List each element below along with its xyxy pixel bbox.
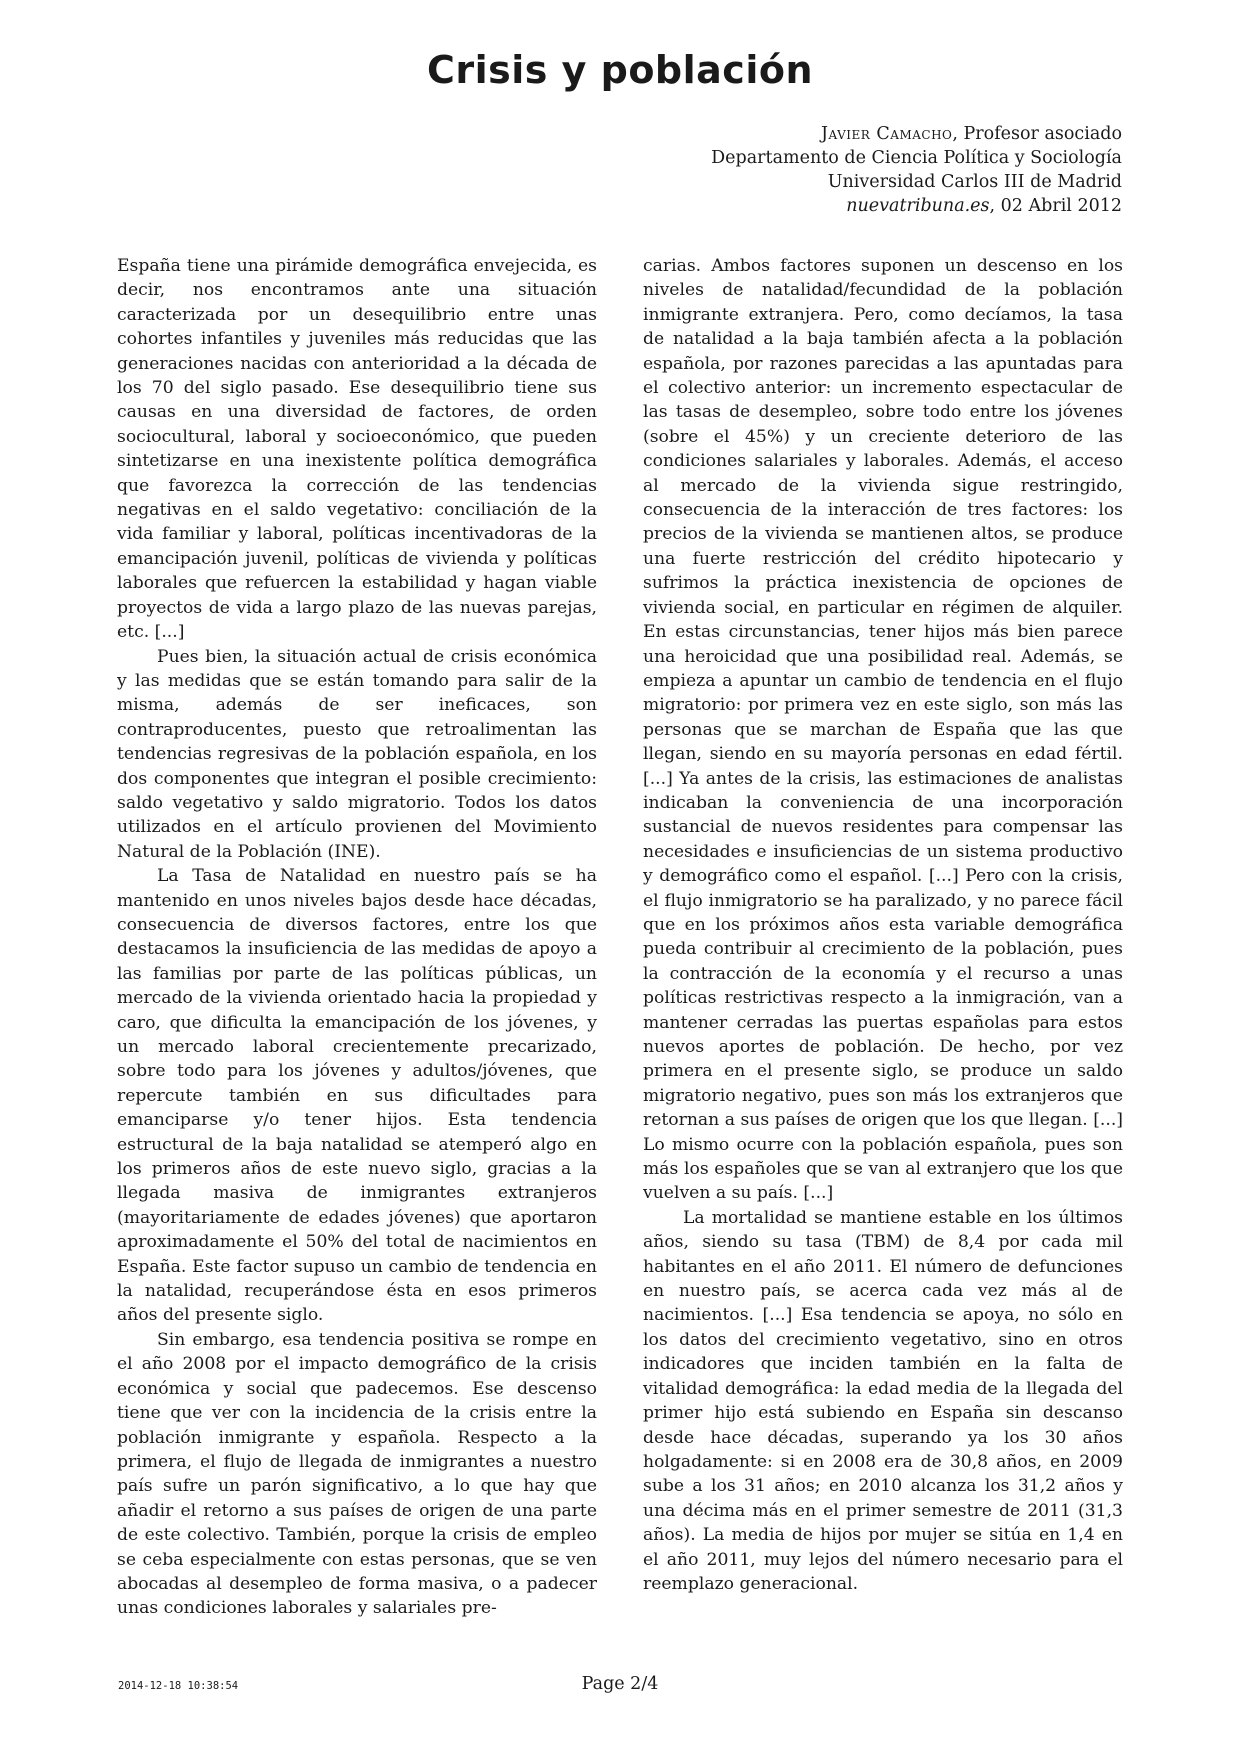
source: nuevatribuna.es: [846, 196, 990, 216]
university: Universidad Carlos III de Madrid: [827, 172, 1122, 192]
paragraph: España tiene una pirámide demográfica envejecida, es decir, nos encontramos ante una situación caracterizada por un desequilibrio entre unas cohortes infantiles y juveniles más reducidas que las generaciones nacidas con anterioridad a la década de los 70 del siglo pasado. Ese desequilibrio tiene sus causas en una diversidad de factores, de orden sociocultural, laboral y socioeconómico, que pueden sintetizarse en una inexistente política demográfica que favorezca la corrección de las tendencias negativas en el saldo vegetativo: conciliación de la vida familiar y laboral, políticas incentivadoras de la emancipación juvenil, políticas de vivienda y políticas laborales que refuercen la estabilidad y hagan viable proyectos de vida a largo plazo de las nuevas parejas, etc. [...]: [117, 256, 597, 643]
paragraph: carias. Ambos factores suponen un descenso en los niveles de natalidad/fecundidad de la población inmigrante extranjera. Pero, como decíamos, la tasa de natalidad a la baja también afecta a la población española, por razones parecidas a las apuntadas para el colectivo anterior: un incremento espectacular de las tasas de desempleo, sobre todo entre los jóvenes (sobre el 45%) y un creciente deterioro de las condiciones salariales y laborales. Además, el acceso al mercado de la vivienda sigue restringido, consecuencia de la interacción de tres factores: los precios de la vivienda se mantienen altos, se produce una fuerte restricción del crédito hipotecario y sufrimos la práctica inexistencia de opciones de vivienda social, en particular en régimen de alquiler. En estas circunstancias, tener hijos más bien parece una heroicidad que una posibilidad real. Además, se empieza a apuntar un cambio de tendencia en el flujo migratorio: por primera vez en este siglo, son más las personas que se marchan de España que las que llegan, siendo en su mayoría personas en edad fértil. [...] Ya antes de la crisis, las estimaciones de analistas indicaban la conveniencia de una incorporación sustancial de nuevos residentes para compensar las necesidades e insuficiencias de un sistema productivo y demográfico como el español. [...] Pero con la crisis, el flujo inmigratorio se ha paralizado, y no parece fácil que en los próximos años esta variable demográfica pueda contribuir al crecimiento de la población, pues la contracción de la economía y el recurso a unas políticas restrictivas respecto a la inmigración, van a mantener cerradas las puertas españolas para estos nuevos aportes de población. De hecho, por vez primera en el presente siglo, se produce un saldo migratorio negativo, pues son más los extranjeros que retornan a sus países de origen que los que llegan. [...] Lo mismo ocurre con la población española, pues son más los españoles que se van al extranjero que los que vuelven a su país. [...]: [643, 256, 1123, 1204]
right-column: [643, 254, 1123, 1621]
article-body: [117, 254, 1123, 1621]
left-column: [117, 254, 597, 1621]
author-line: [711, 122, 1122, 146]
source-line: [711, 194, 1122, 218]
date: , 02 Abril 2012: [989, 196, 1122, 216]
author-role: , Profesor asociado: [952, 124, 1122, 144]
print-timestamp: 2014-12-18 10:38:54: [118, 1680, 239, 1692]
byline: [711, 122, 1122, 218]
paragraph: La Tasa de Natalidad en nuestro país se ha mantenido en unos niveles bajos desde hace décadas, consecuencia de diversos factores, entre los que destacamos la insuficiencia de las medidas de apoyo a las familias por parte de las políticas públicas, un mercado de la vivienda orientado hacia la propiedad y caro, que dificulta la emancipación de los jóvenes, y un mercado laboral crecientemente precarizado, sobre todo para los jóvenes y adultos/jóvenes, que repercute también en sus dificultades para emanciparse y/o tener hijos. Esta tendencia estructural de la baja natalidad se atemperó algo en los primeros años de este nuevo siglo, gracias a la llegada masiva de inmigrantes extranjeros (mayoritariamente de edades jóvenes) que aportaron aproximadamente el 50% del total de nacimientos en España. Este factor supuso un cambio de tendencia en la natalidad, recuperándose ésta en esos primeros años del presente siglo.: [117, 866, 597, 1326]
paragraph: Pues bien, la situación actual de crisis económica y las medidas que se están tomando para salir de la misma, además de ser ineficaces, son contraproducentes, puesto que retroalimentan las tendencias regresivas de la población española, en los dos componentes que integran el posible crecimiento: saldo vegetativo y saldo migratorio. Todos los datos utilizados en el artículo provienen del Movimiento Natural de la Población (INE).: [117, 646, 597, 862]
author-name: Javier Camacho: [821, 124, 953, 144]
paragraph: La mortalidad se mantiene estable en los últimos años, siendo su tasa (TBM) de 8,4 por cada mil habitantes en el año 2011. El número de defunciones en nuestro país, se acerca cada vez más al de nacimientos. [...] Esa tendencia se apoya, no sólo en los datos del crecimiento vegetativo, sino en otros indicadores que inciden también en la falta de vitalidad demográfica: la edad media de la llegada del primer hijo está subiendo en España sin descanso desde hace décadas, superando ya los 30 años holgadamente: si en 2008 era de 30,8 años, en 2009 sube a los 31 años; en 2010 alcanza los 31,2 años y una décima más en el primer semestre de 2011 (31,3 años). La media de hijos por mujer se sitúa en 1,4 en el año 2011, muy lejos del número necesario para el reemplazo generacional.: [643, 1207, 1123, 1594]
page-number: Page 2/4: [581, 1674, 659, 1694]
page-title: Crisis y población: [426, 48, 814, 92]
department: Departamento de Ciencia Política y Sociología: [711, 148, 1122, 168]
paragraph: Sin embargo, esa tendencia positiva se rompe en el año 2008 por el impacto demográfico de la crisis económica y social que padecemos. Ese descenso tiene que ver con la incidencia de la crisis entre la población inmigrante y española. Respecto a la primera, el flujo de llegada de inmigrantes a nuestro país sufre un parón significativo, a lo que hay que añadir el retorno a sus países de origen de una parte de este colectivo. También, porque la crisis de empleo se ceba especialmente con estas personas, que se ven abocadas al desempleo de forma masiva, o a padecer unas condiciones laborales y salariales pre-: [117, 1329, 597, 1619]
